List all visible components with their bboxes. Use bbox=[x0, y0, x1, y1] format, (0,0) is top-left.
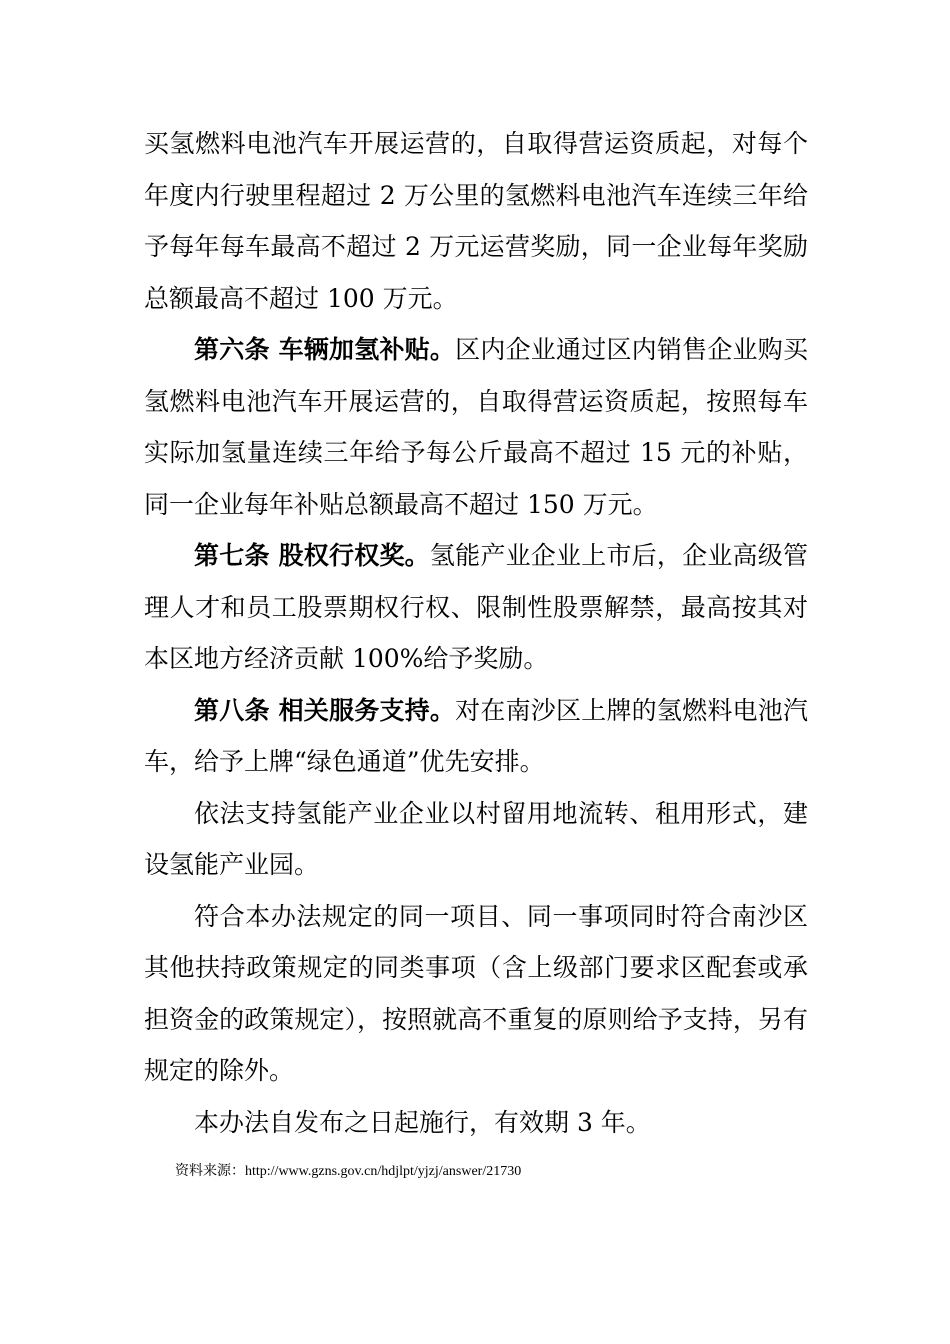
document-body bbox=[144, 118, 808, 1148]
source-label: 资料来源： bbox=[175, 1164, 245, 1179]
source-footnote bbox=[175, 1162, 521, 1182]
land-support-paragraph bbox=[144, 788, 808, 891]
article-8-text: 对在南沙区上牌的氢燃料电池汽车，给予上牌“绿色通道”优先安排。 bbox=[144, 695, 808, 776]
paragraph-text: 本办法自发布之日起施行，有效期 3 年。 bbox=[194, 1107, 651, 1137]
source-url: http://www.gzns.gov.cn/hdjlpt/yjzj/answer/21730 bbox=[245, 1164, 522, 1179]
article-7-text: 氢能产业企业上市后，企业高级管理人才和员工股票期权行权、限制性股票解禁，最高按其对本区地方经济贡献 100%给予奖励。 bbox=[144, 541, 808, 673]
article-7-heading: 第七条 股权行权奖。 bbox=[194, 541, 430, 570]
paragraph-continuation bbox=[144, 118, 808, 324]
paragraph-text: 符合本办法规定的同一项目、同一事项同时符合南沙区其他扶持政策规定的同类事项（含上级部门要求区配套或承担资金的政策规定），按照就高不重复的原则给予支持，另有规定的除外。 bbox=[144, 901, 808, 1085]
article-6-heading: 第六条 车辆加氢补贴。 bbox=[194, 335, 456, 364]
effective-date-paragraph bbox=[144, 1097, 808, 1149]
paragraph-text: 依法支持氢能产业企业以村留用地流转、租用形式，建设氢能产业园。 bbox=[144, 798, 808, 879]
article-8-heading: 第八条 相关服务支持。 bbox=[194, 695, 456, 725]
policy-overlap-paragraph bbox=[144, 891, 808, 1097]
article-6-text: 区内企业通过区内销售企业购买氢燃料电池汽车开展运营的，自取得营运资质起，按照每车实际加氢量连续三年给予每公斤最高不超过 15 元的补贴，同一企业每年补贴总额最高不超过 150 万元。 bbox=[144, 335, 808, 519]
article-7-paragraph bbox=[144, 530, 808, 685]
article-6-paragraph bbox=[144, 324, 808, 530]
paragraph-text: 买氢燃料电池汽车开展运营的，自取得营运资质起，对每个年度内行驶里程超过 2 万公里的氢燃料电池汽车连续三年给予每年每车最高不超过 2 万元运营奖励，同一企业每年奖励总额最高不超过 100 万元。 bbox=[144, 129, 808, 313]
article-8-paragraph bbox=[144, 685, 808, 788]
